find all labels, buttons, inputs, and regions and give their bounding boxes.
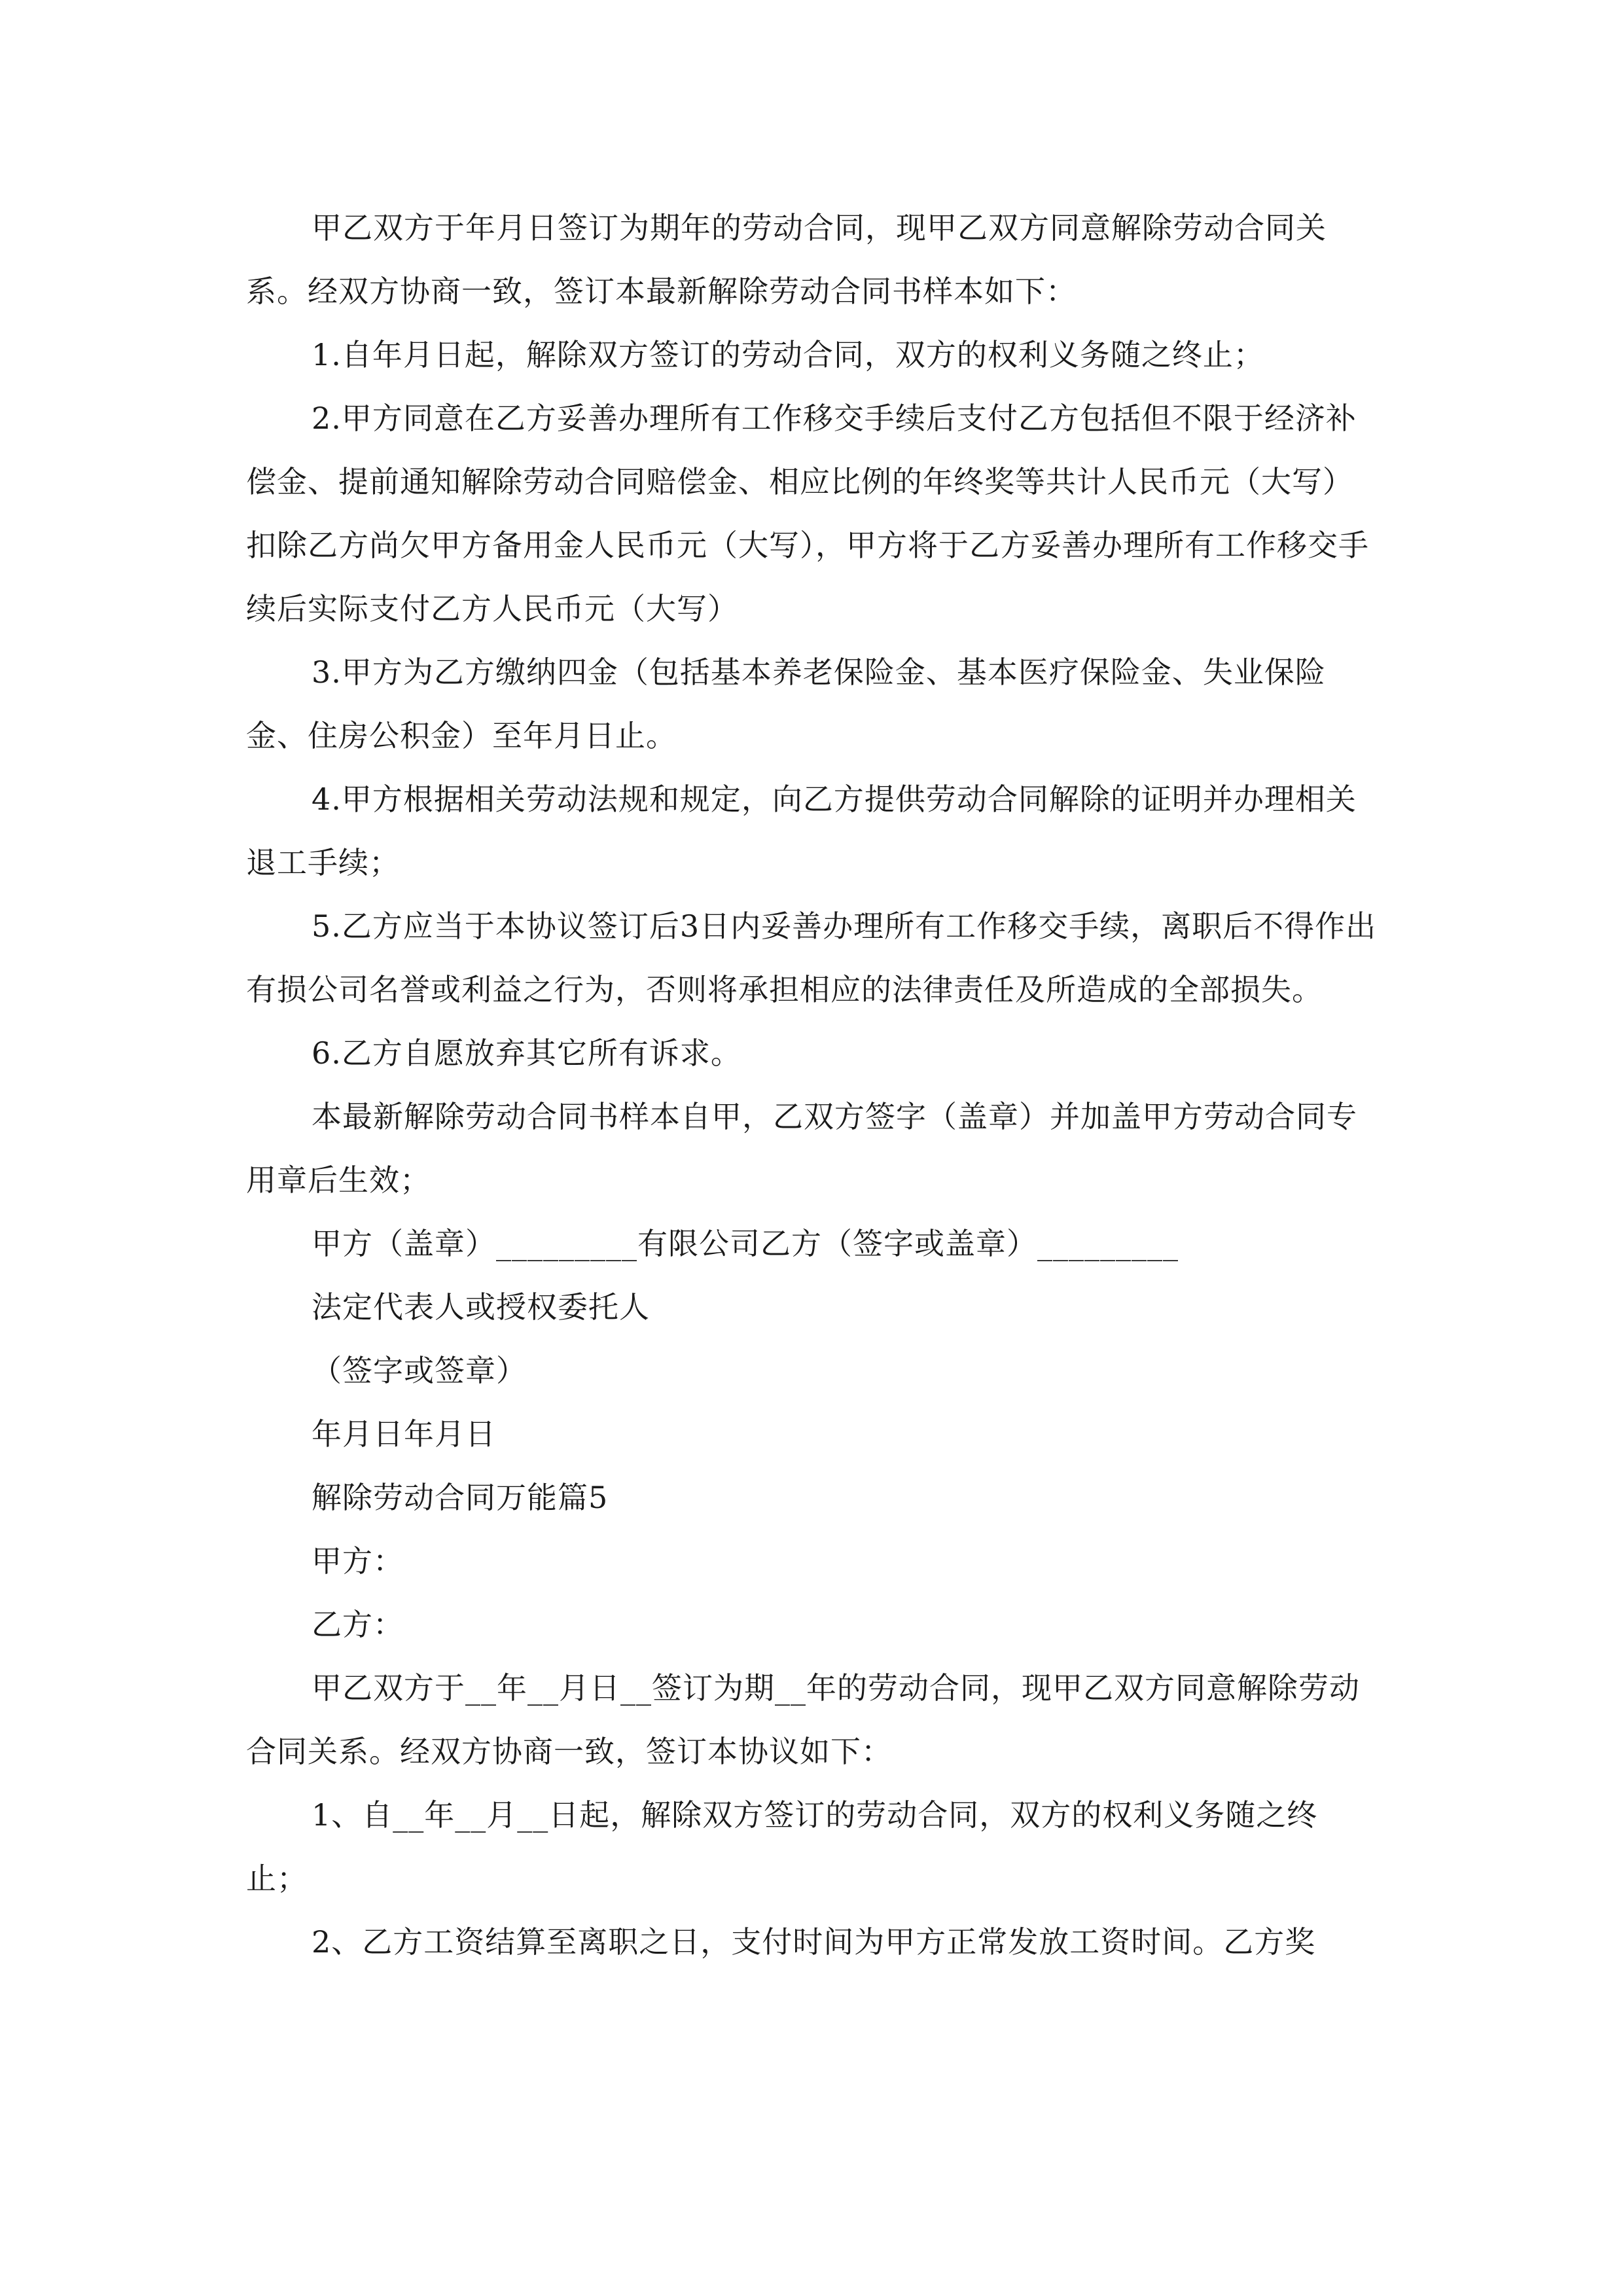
party-a-label: 甲方：	[312, 1543, 404, 1579]
clause-5: 5.乙方应当于本协议签订后3日内妥善办理所有工作移交手续，离职后不得作出有损公司名誉或利益之行为，否则将承担相应的法律责任及所造成的全部损失。	[246, 908, 1377, 1007]
signature-note: （签字或签章）	[312, 1353, 527, 1388]
legal-representative: 法定代表人或授权委托人	[312, 1289, 650, 1325]
paragraph-intro-2: 甲乙双方于__年__月日__签订为期__年的劳动合同，现甲乙双方同意解除劳动合同关系。经双方协商一致，签订本协议如下：	[246, 1670, 1360, 1769]
party-b-label: 乙方：	[312, 1607, 404, 1642]
paragraph-intro: 甲乙双方于年月日签订为期年的劳动合同，现甲乙双方同意解除劳动合同关系。经双方协商一致，签订本最新解除劳动合同书样本如下：	[246, 210, 1327, 309]
clause-4: 4.甲方根据相关劳动法规和规定，向乙方提供劳动合同解除的证明并办理相关退工手续；	[246, 781, 1357, 880]
date-line: 年月日年月日	[312, 1416, 496, 1452]
section-title: 解除劳动合同万能篇5	[312, 1480, 609, 1515]
clause-3: 3.甲方为乙方缴纳四金（包括基本养老保险金、基本医疗保险金、失业保险金、住房公积金）至年月日止。	[246, 655, 1326, 753]
clause-2-2: 2、乙方工资结算至离职之日，支付时间为甲方正常发放工资时间。乙方奖	[312, 1924, 1316, 1960]
document-body	[246, 196, 1377, 1974]
clause-2: 2.甲方同意在乙方妥善办理所有工作移交手续后支付乙方包括但不限于经济补偿金、提前通知解除劳动合同赔偿金、相应比例的年终奖等共计人民币元（大写）扣除乙方尚欠甲方备用金人民币元（大写），甲方将于乙方妥善办理所有工作移交手续后实际支付乙方人民币元（大写）	[246, 401, 1369, 626]
effective-clause: 本最新解除劳动合同书样本自甲，乙双方签字（盖章）并加盖甲方劳动合同专用章后生效；	[246, 1099, 1357, 1198]
signature-line: 甲方（盖章）_________有限公司乙方（签字或盖章）_________	[312, 1226, 1179, 1261]
clause-1-2: 1、自__年__月__日起，解除双方签订的劳动合同，双方的权利义务随之终止；	[246, 1797, 1318, 1896]
clause-1: 1.自年月日起，解除双方签订的劳动合同，双方的权利义务随之终止；	[312, 337, 1264, 372]
clause-6: 6.乙方自愿放弃其它所有诉求。	[312, 1035, 741, 1071]
